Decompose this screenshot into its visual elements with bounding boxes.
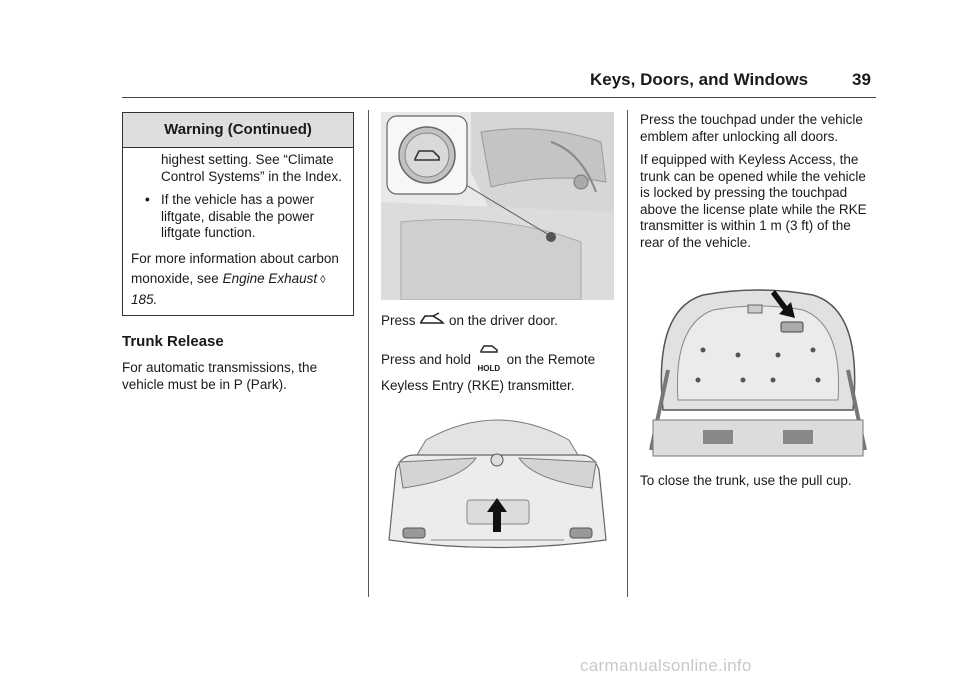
touchpad-instruction: Press the touchpad under the vehicle emblem after unlocking all doors. bbox=[640, 112, 863, 144]
warning-box bbox=[122, 112, 354, 316]
warning-bullet-item bbox=[123, 192, 353, 242]
watermark: carmanualsonline.info bbox=[580, 656, 752, 675]
page-ref-arrow: ◊ bbox=[320, 273, 326, 286]
warning-more-info bbox=[123, 249, 353, 310]
trunk-release-heading: Trunk Release bbox=[122, 333, 224, 350]
hold-label: HOLD bbox=[477, 364, 501, 373]
warning-continued-text: highest setting. See “Climate Control Systems” in the Index. bbox=[161, 152, 342, 184]
warning-heading: Warning (Continued) bbox=[123, 113, 353, 148]
page-number: 39 bbox=[852, 70, 871, 89]
engine-exhaust-link[interactable]: Engine Exhaust bbox=[222, 270, 318, 286]
bullet-marker: • bbox=[145, 192, 150, 207]
page-ref-number[interactable]: 185. bbox=[131, 291, 158, 307]
open-trunk-drawing bbox=[643, 280, 873, 460]
rear-car-illustration bbox=[381, 400, 614, 560]
section-header-title: Keys, Doors, and Windows bbox=[590, 70, 809, 89]
press-door-instruction bbox=[381, 312, 616, 331]
press-suffix-text: on the driver door. bbox=[445, 312, 558, 328]
column-divider-left bbox=[368, 110, 369, 597]
trunk-release-intro: For automatic transmissions, the vehicle must be in P (Park). bbox=[122, 360, 318, 392]
trunk-release-icon bbox=[419, 312, 445, 331]
press-hold-instruction bbox=[381, 343, 616, 395]
remote-hold-icon bbox=[475, 343, 503, 378]
keyless-access-instruction: If equipped with Keyless Access, the trunk can be opened while the vehicle is locked by pressing the touchpad above the license plate while the RKE transmitter is within 1 m (3 ft) of the rear of the vehicle. bbox=[640, 152, 867, 250]
open-trunk-illustration bbox=[643, 280, 873, 460]
more-info-text: For more information about carbon monoxide, see bbox=[131, 250, 339, 286]
header-rule bbox=[122, 97, 876, 98]
press-hold-text: Press and hold bbox=[381, 351, 475, 367]
close-trunk-instruction: To close the trunk, use the pull cup. bbox=[640, 473, 852, 488]
rear-car-drawing bbox=[381, 400, 614, 560]
warning-bullet-text: If the vehicle has a power liftgate, disable the power liftgate function. bbox=[161, 192, 315, 240]
column-divider-right bbox=[627, 110, 628, 597]
trunk-button-location bbox=[546, 232, 556, 242]
press-hold-suffix-text: on the Remote Keyless Entry (RKE) transmitter. bbox=[381, 351, 596, 393]
press-text: Press bbox=[381, 312, 420, 328]
door-panel-drawing bbox=[381, 112, 614, 300]
door-switch-illustration bbox=[381, 112, 614, 300]
